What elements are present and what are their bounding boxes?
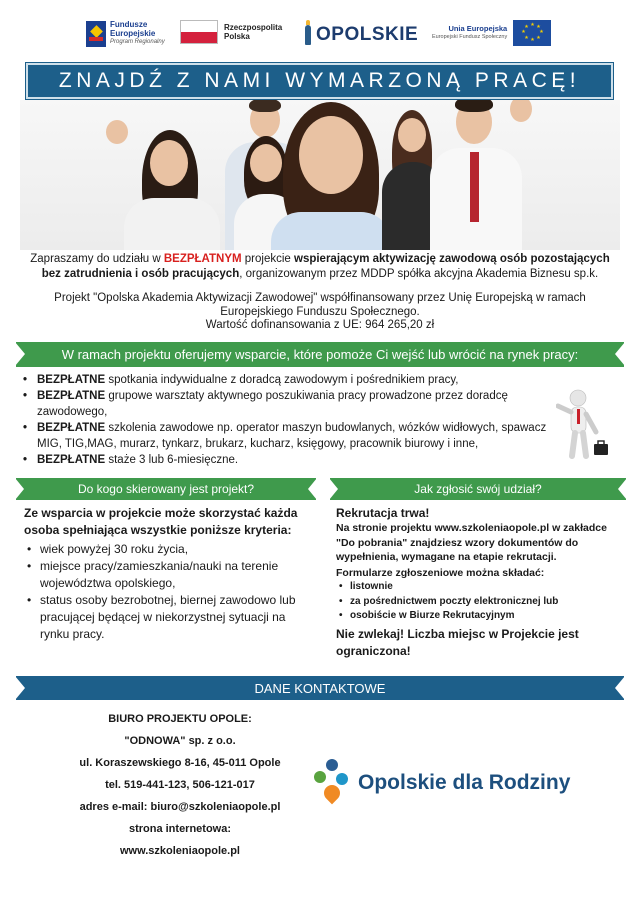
eu-flag-icon: ★ ★ ★ ★ ★ ★ ★ ★ <box>513 20 551 46</box>
family-logo-text: Opolskie dla Rodziny <box>358 771 571 794</box>
apply-header: Jak zgłosić swój udział? <box>330 478 626 500</box>
family-dots-icon <box>314 759 350 807</box>
criteria-item: • miejsce pracy/zamieszkania/nauki na terenie województwa opolskiego, <box>24 558 314 592</box>
offer-item: • BEZPŁATNE grupowe warsztaty aktywnego poszukiwania pracy prowadzone przez doradcę zawodowego, <box>22 388 562 420</box>
company-name: "ODNOWA" sp. z o.o. <box>124 735 236 747</box>
target-lead: Ze wsparcia w projekcie może skorzystać każda osoba spełniająca wszystkie poniższe kryteria: <box>24 506 298 537</box>
intro-c: wspierającym aktywizację zawodową osób pozostających bez zatrudnienia i osób pracujących <box>41 253 610 280</box>
recruitment-open: Rekrutacja trwa! <box>336 506 430 520</box>
office-name: BIURO PROJEKTU OPOLE: <box>108 713 252 725</box>
website-url: www.szkoleniaopole.pl <box>119 845 240 857</box>
offer-item: • BEZPŁATNE spotkania indywidualne z doradcą zawodowym i pośrednikiem pracy, <box>22 372 562 388</box>
opolskie-logo <box>305 24 418 46</box>
opolskie-text: OPOLSKIE <box>316 24 419 45</box>
ue-line2: Europejski Fundusz Społeczny <box>432 34 508 40</box>
opolskie-dla-rodziny-logo <box>314 758 614 808</box>
contact-banner: DANE KONTAKTOWE <box>16 676 624 700</box>
support-banner: W ramach projektu oferujemy wsparcie, które pomoże Ci wejść lub wrócić na rynek pracy: <box>16 342 624 367</box>
apply-method-item: • za pośrednictwem poczty elektronicznej lub <box>336 595 622 610</box>
opolskie-emblem-icon <box>305 25 311 45</box>
ue-line1: Unia Europejska <box>448 24 508 33</box>
fe-line3: Program Regionalny <box>110 39 165 45</box>
intro-a: Zapraszamy do udziału w <box>30 253 164 265</box>
intro-paragraph <box>20 252 620 282</box>
criteria-item: • status osoby bezrobotnej, biernej zawodowo lub pracującej będącej w niekorzystnej sytuacji na rynku pracy. <box>24 592 314 643</box>
rp-line1: Rzeczpospolita <box>224 23 283 32</box>
fe-emblem-icon <box>86 21 106 47</box>
headline-banner: ZNAJDŹ Z NAMI WYMARZONĄ PRACĘ! <box>26 63 613 99</box>
offer-item: • BEZPŁATNE staże 3 lub 6-miesięczne. <box>22 452 562 468</box>
apply-method-item: • osobiście w Biurze Rekrutacyjnym <box>336 609 622 624</box>
phone-numbers: tel. 519-441-123, 506-121-017 <box>105 779 255 791</box>
website-label: strona internetowa: <box>128 823 232 835</box>
apply-instructions: Na stronie projektu www.szkoleniaopole.pl w zakładce "Do pobrania" znajdziesz wzory dokumentów do wypełnienia, wymagane na etapie rekrutacji. <box>336 522 607 563</box>
fe-line1: Fundusze <box>110 20 148 29</box>
email-address: adres e-mail: biuro@szkoleniaopole.pl <box>79 801 281 813</box>
intro-b: projekcie <box>241 253 294 265</box>
fundusze-europejskie-logo <box>86 20 165 47</box>
unia-europejska-logo <box>432 20 551 46</box>
polish-flag-icon <box>180 20 218 44</box>
offer-list <box>22 372 562 468</box>
call-to-action: Nie zwlekaj! Liczba miejsc w Projekcie jest ograniczona! <box>336 626 579 658</box>
criteria-item: • wiek powyżej 30 roku życia, <box>24 541 314 558</box>
contact-block <box>30 708 330 862</box>
businessman-figure-icon <box>556 388 612 462</box>
apply-methods-label: Formularze zgłoszeniowe można składać: <box>336 566 545 579</box>
rp-line2: Polska <box>224 32 250 41</box>
fe-line2: Europejskie <box>110 29 156 38</box>
team-photo <box>20 100 620 250</box>
office-address: ul. Koraszewskiego 8-16, 45-011 Opole <box>79 757 281 769</box>
project-funding-text: Projekt "Opolska Akademia Aktywizacji Zawodowej" współfinansowany przez Unię Europejską w ramach Europejskiego Funduszu Społecznego. <box>54 292 586 318</box>
apply-method-item: • listownie <box>336 580 622 595</box>
target-section <box>24 505 314 643</box>
funding-value: Wartość dofinansowania z UE: 964 265,20 zł <box>205 319 435 331</box>
intro-d: , organizowanym przez MDDP spółka akcyjna Akademia Biznesu sp.k. <box>239 268 599 280</box>
logo-strip <box>0 14 640 60</box>
offer-item: • BEZPŁATNE szkolenia zawodowe np. operator maszyn budowlanych, wózków widłowych, spawacz MIG, TIG,MAG, murarz, tynkarz, brukarz, kucharz, księgowy, pracownik biurowy i inne, <box>22 420 562 452</box>
target-header: Do kogo skierowany jest projekt? <box>16 478 316 500</box>
apply-section <box>336 505 622 660</box>
rzeczpospolita-logo <box>180 20 282 44</box>
intro-free: BEZPŁATNYM <box>163 253 242 265</box>
